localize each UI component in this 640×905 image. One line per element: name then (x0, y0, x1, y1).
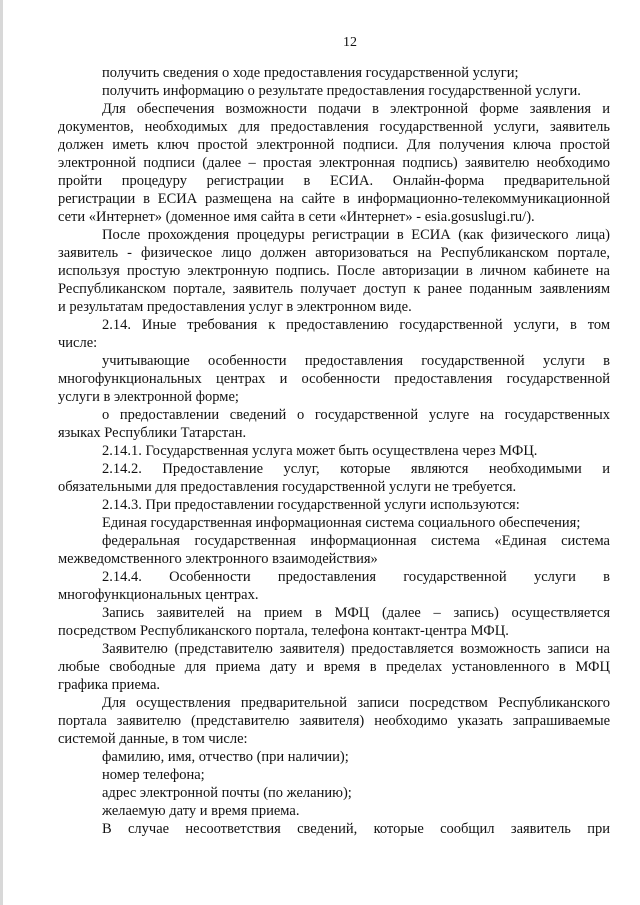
text-line: сети «Интернет» (доменное имя сайта в сети «Интернет» - esia.gosuslugi.ru/). (58, 209, 535, 225)
text-line: должен иметь ключ простой электронной подписи. Для получения ключа простой (58, 137, 610, 153)
text-line: Запись заявителей на прием в МФЦ (далее – запись) осуществляется (102, 605, 610, 621)
text-line: Для обеспечения возможности подачи в электронной форме заявления и (102, 101, 610, 117)
text-line: обязательными для предоставления государственной услуги не требуется. (58, 479, 517, 495)
text-line: используя простую электронную подпись. После авторизации в личном кабинете на (58, 263, 610, 279)
text-line: посредством Республиканского портала, телефона контакт-центра МФЦ. (58, 623, 509, 639)
text-line: электронной подписи (далее – простая электронная подпись) заявителю необходимо (58, 155, 610, 171)
text-line: Единая государственная информационная система социального обеспечения; (102, 515, 581, 531)
text-line: и результатам предоставления услуг в электронном виде. (58, 299, 412, 315)
text-line: документов, необходимых для предоставления государственной услуги, заявитель (58, 119, 610, 135)
text-line: Республиканском портале, заявитель получает доступ к ранее поданным заявлениям (58, 281, 610, 297)
text-line: желаемую дату и время приема. (102, 803, 300, 819)
text-line: адрес электронной почты (по желанию); (102, 785, 352, 801)
text-line: многофункциональных центрах. (58, 587, 259, 603)
document-body (58, 64, 610, 838)
text-line: любые свободные для приема дату и время в пределах установленного в МФЦ (58, 659, 610, 675)
text-line: о предоставлении сведений о государственной услуге на государственных (102, 407, 610, 423)
text-line: получить сведения о ходе предоставления государственной услуги; (102, 65, 519, 81)
text-line: номер телефона; (102, 767, 205, 783)
text-line: 2.14.2. Предоставление услуг, которые являются необходимыми и (102, 461, 610, 477)
text-line: федеральная государственная информационная система «Единая система (102, 533, 610, 549)
text-line: 2.14.1. Государственная услуга может быть осуществлена через МФЦ. (102, 443, 538, 459)
text-line: многофункциональных центрах и особенности предоставления государственной (58, 371, 610, 387)
text-line: графика приема. (58, 677, 161, 693)
text-line: числе: (58, 335, 98, 351)
text-line: регистрации в ЕСИА размещена на сайте в информационно-телекоммуникационной (58, 191, 610, 207)
text-line: учитывающие особенности предоставления государственной услуги в (102, 353, 610, 369)
text-line: услуги в электронной форме; (58, 389, 239, 405)
text-line: языках Республики Татарстан. (58, 425, 247, 441)
scan-edge (0, 0, 3, 905)
text-line: Для осуществления предварительной записи посредством Республиканского (102, 695, 610, 711)
text-line: 2.14.3. При предоставлении государственной услуги используются: (102, 497, 520, 513)
text-line: Заявителю (представителю заявителя) предоставляется возможность записи на (102, 641, 610, 657)
text-line: системой данные, в том числе: (58, 731, 248, 747)
text-line: фамилию, имя, отчество (при наличии); (102, 749, 349, 765)
text-line: После прохождения процедуры регистрации в ЕСИА (как физического лица) (102, 227, 610, 243)
text-line: межведомственного электронного взаимодействия» (58, 551, 378, 567)
text-line: портала заявителю (представителю заявителя) необходимо указать запрашиваемые (58, 713, 610, 729)
text-line: заявитель - физическое лицо должен авторизоваться на Республиканском портале, (58, 245, 610, 261)
page-number: 12 (343, 35, 357, 50)
text-line: пройти процедуру регистрации в ЕСИА. Онлайн-форма предварительной (58, 173, 610, 189)
text-line: В случае несоответствия сведений, которые сообщил заявитель при (102, 821, 610, 837)
text-line: 2.14.4. Особенности предоставления государственной услуги в (102, 569, 610, 585)
text-line: 2.14. Иные требования к предоставлению государственной услуги, в том (102, 317, 610, 333)
text-line: получить информацию о результате предоставления государственной услуги. (102, 83, 581, 99)
